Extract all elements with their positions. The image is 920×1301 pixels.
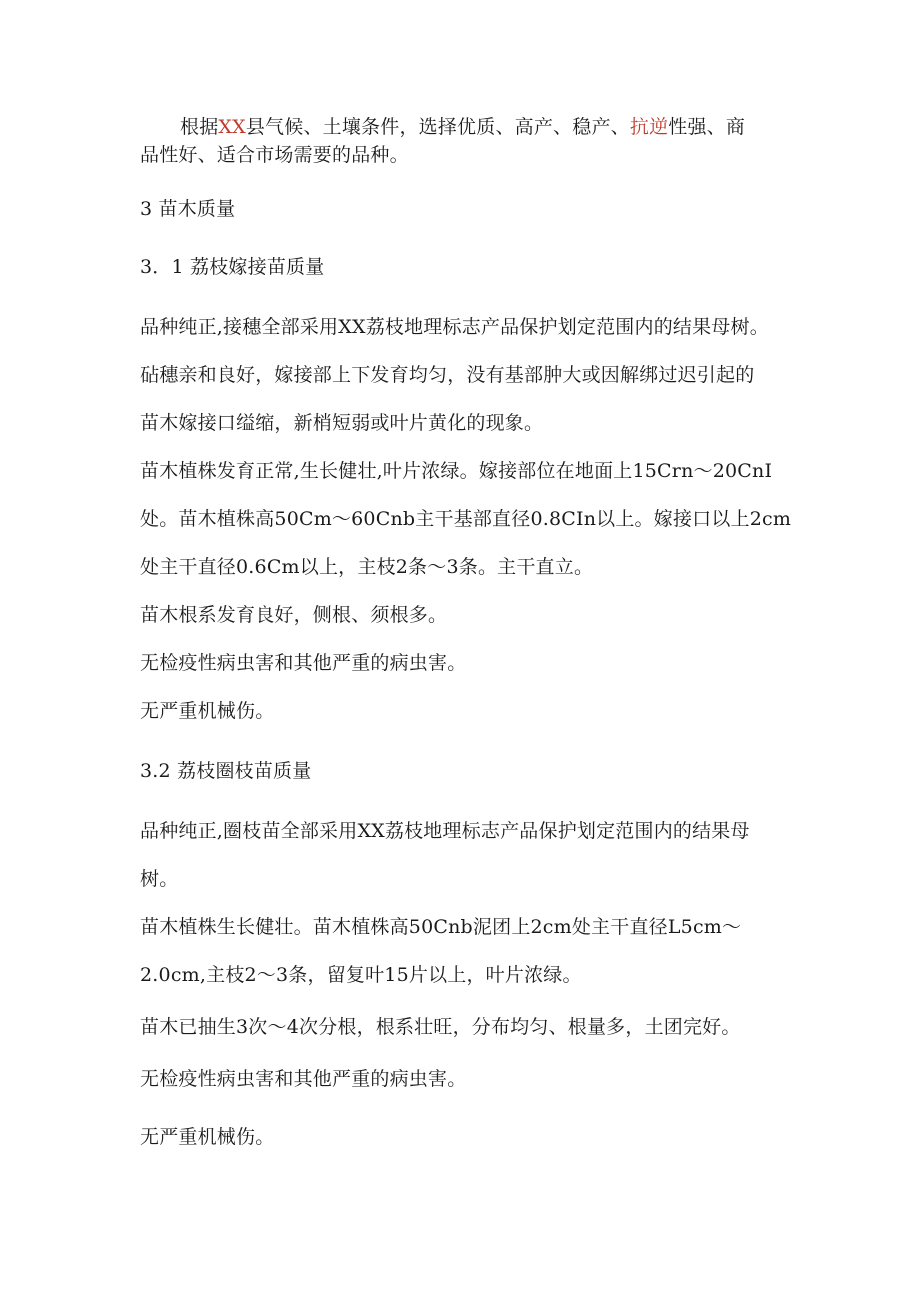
section-3-heading: 3 苗木质量 — [140, 198, 236, 220]
section-3-2-line: 树。 — [140, 868, 179, 890]
section-3-1-line: 苗木植株发育正常,生长健壮,叶片浓绿。嫁接部位在地面上15Crn～20CnI — [140, 460, 773, 482]
section-3-2-heading: 3.2 荔枝圈枝苗质量 — [140, 760, 312, 782]
section-3-2-line: 品种纯正,圈枝苗全部采用XX荔枝地理标志产品保护划定范围内的结果母 — [140, 820, 750, 842]
section-3-1-line: 无严重机械伤。 — [140, 700, 275, 722]
section-3-2-line: 2.0cm,主枝2～3条，留复叶15片以上，叶片浓绿。 — [140, 964, 582, 986]
section-3-1-line: 无检疫性病虫害和其他严重的病虫害。 — [140, 652, 467, 674]
section-3-2-line: 苗木植株生长健壮。苗木植株高50Cnb泥团上2cm处主干直径L5cm～ — [140, 916, 742, 938]
section-3-2-line: 苗木已抽生3次～4次分根，根系壮旺，分布均匀、根量多，土团完好。 — [140, 1016, 741, 1038]
section-3-1-line: 砧穗亲和良好，嫁接部上下发育均匀，没有基部肿大或因解绑过迟引起的 — [140, 364, 755, 386]
section-3-1-heading: 3．1 荔枝嫁接苗质量 — [140, 256, 325, 278]
section-3-1-line: 品种纯正,接穗全部采用XX荔枝地理标志产品保护划定范围内的结果母树。 — [140, 316, 769, 338]
highlight-resistance: 抗逆 — [629, 116, 669, 138]
section-3-1-line: 苗木根系发育良好，侧根、须根多。 — [140, 604, 448, 626]
section-3-2-line: 无严重机械伤。 — [140, 1126, 275, 1148]
intro-paragraph-line-1 — [180, 114, 840, 140]
highlight-county-name: XX — [218, 116, 246, 138]
intro-text: 性强、商 — [668, 116, 746, 138]
intro-text: 根据 — [180, 116, 219, 138]
intro-paragraph-line-2: 品性好、适合市场需要的品种。 — [140, 144, 409, 166]
section-3-1-line: 苗木嫁接口缢缩，新梢短弱或叶片黄化的现象。 — [140, 412, 544, 434]
section-3-2-line: 无检疫性病虫害和其他严重的病虫害。 — [140, 1068, 467, 1090]
section-3-1-line: 处。苗木植株高50Cm～60Cnb主干基部直径0.8CIn以上。嫁接口以上2cm — [140, 508, 792, 530]
section-3-1-line: 处主干直径0.6Cm以上，主枝2条～3条。主干直立。 — [140, 556, 594, 578]
intro-text: 县气候、土壤条件，选择优质、高产、稳产、 — [245, 116, 630, 138]
